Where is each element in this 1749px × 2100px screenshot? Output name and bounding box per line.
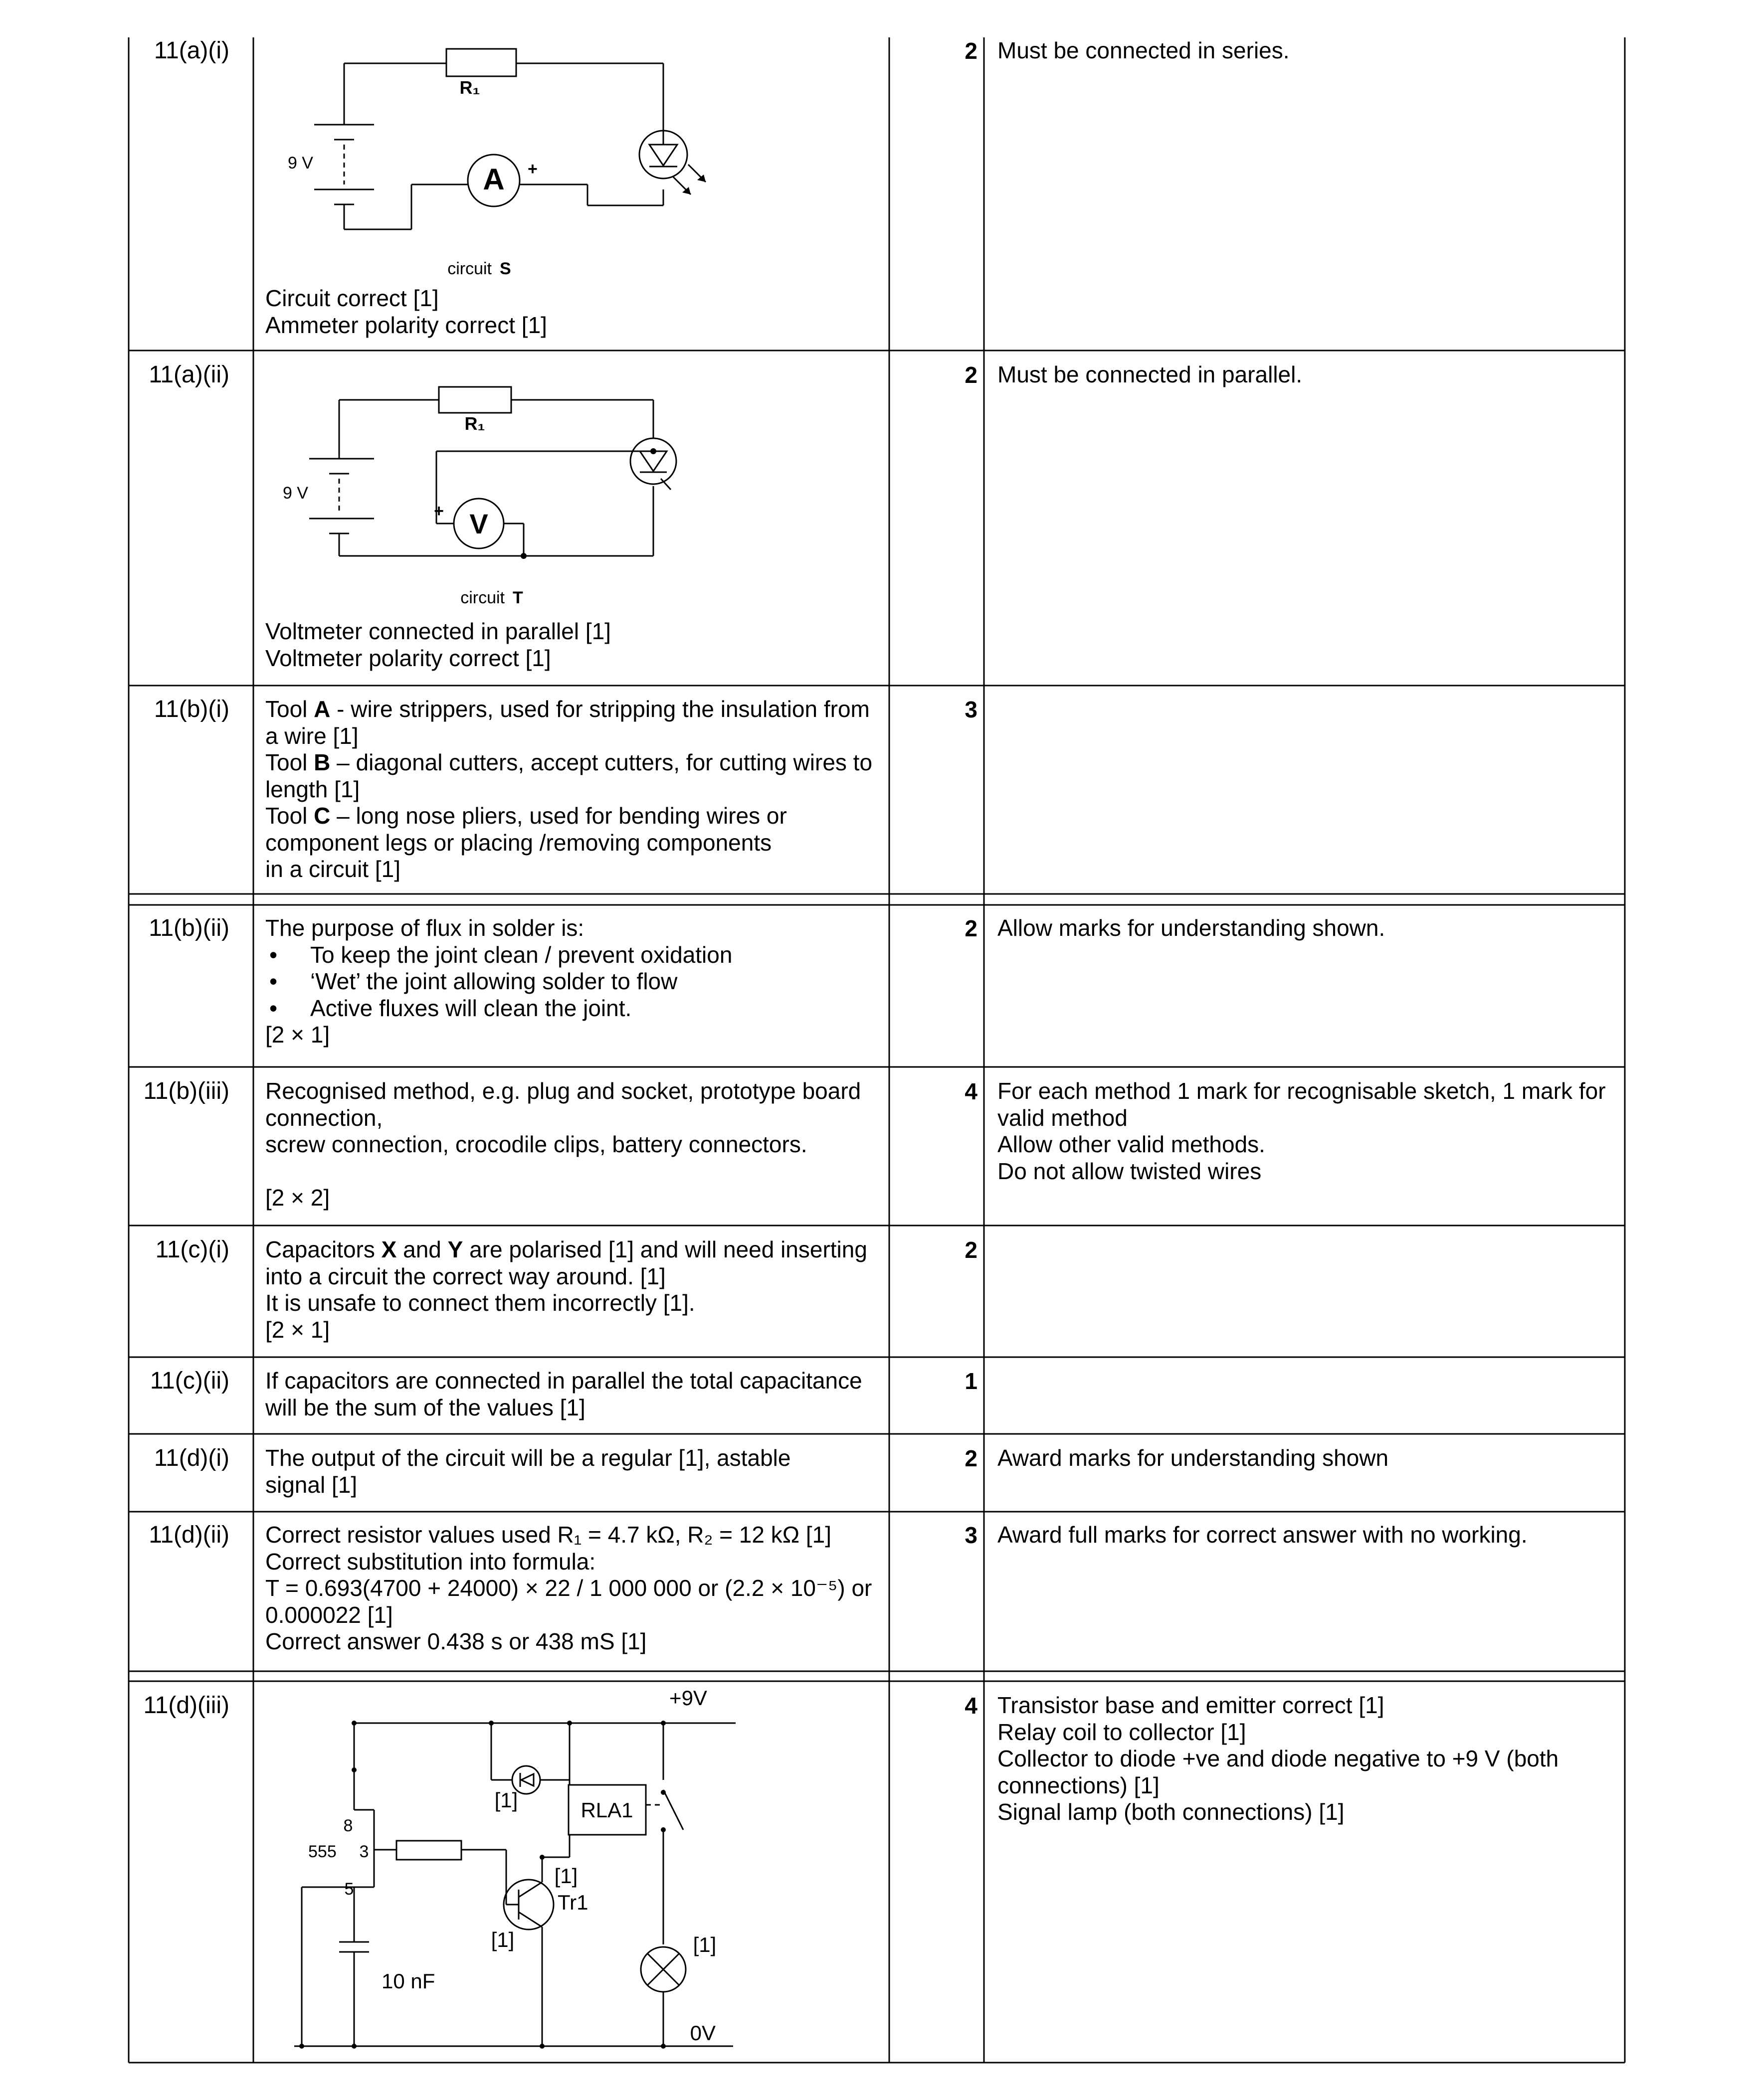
guidance-text: Award marks for understanding shown bbox=[997, 1445, 1389, 1471]
answer-text: Capacitors X and Y are polarised [1] and will need inserting into a circuit the correct way around. [1] It is unsafe to connect them incorrectly [1]. [2 × 1] bbox=[265, 1236, 867, 1343]
svg-text:RLA1: RLA1 bbox=[581, 1798, 633, 1822]
question-number: 11(c)(i) bbox=[155, 1236, 229, 1263]
question-number: 11(b)(i) bbox=[154, 696, 229, 722]
svg-text:5: 5 bbox=[344, 1880, 354, 1899]
mark-value: 3 bbox=[965, 1522, 977, 1548]
circuit-s-diagram bbox=[274, 40, 763, 289]
mark-value: 1 bbox=[965, 1368, 977, 1394]
circuit-t-diagram bbox=[274, 379, 763, 618]
question-number: 11(d)(ii) bbox=[149, 1522, 229, 1548]
relay-driver-circuit-diagram bbox=[269, 1685, 768, 2059]
svg-text:555: 555 bbox=[308, 1842, 337, 1861]
svg-text:3: 3 bbox=[359, 1842, 369, 1861]
svg-text:V: V bbox=[469, 508, 488, 539]
svg-text:R₁: R₁ bbox=[464, 413, 485, 434]
guidance-text: For each method 1 mark for recognisable sketch, 1 mark for valid method Allow other valid methods. Do not allow twisted wires bbox=[997, 1078, 1606, 1184]
svg-text:R₁: R₁ bbox=[459, 77, 480, 98]
mark-value: 3 bbox=[965, 697, 977, 722]
question-number: 11(c)(ii) bbox=[150, 1368, 229, 1394]
answer-text: If capacitors are connected in parallel the total capacitance will be the sum of the values [1] bbox=[265, 1368, 862, 1420]
answer-text: The purpose of flux in solder is: • To keep the joint clean / prevent oxidation • ‘Wet’ the joint allowing solder to flow • Active fluxes will clean the joint. [2 × 1] bbox=[265, 915, 889, 1049]
answer-text: Correct resistor values used R₁ = 4.7 kΩ, R₂ = 12 kΩ [1] Correct substitution into formula: T = 0.693(4700 + 24000) × 22 / 1 000 000 or (2.2 × 10⁻⁵) or 0.000022 [1] Correct answer 0.438 s or 438 mS [1] bbox=[265, 1522, 872, 1654]
svg-text:S: S bbox=[500, 259, 511, 278]
guidance-text: Award full marks for correct answer with no working. bbox=[997, 1522, 1528, 1548]
svg-text:[1]: [1] bbox=[494, 1788, 518, 1812]
guidance-text: Allow marks for understanding shown. bbox=[997, 915, 1385, 941]
svg-text:[1]: [1] bbox=[693, 1933, 717, 1956]
mark-value: 2 bbox=[965, 1237, 977, 1263]
answer-text: The output of the circuit will be a regular [1], astable signal [1] bbox=[265, 1445, 791, 1498]
mark-value: 2 bbox=[965, 915, 977, 941]
svg-text:T: T bbox=[513, 588, 523, 607]
question-number: 11(a)(i) bbox=[154, 37, 229, 64]
svg-text:0V: 0V bbox=[690, 2021, 716, 2045]
svg-text:[1]: [1] bbox=[554, 1864, 578, 1888]
svg-text:9 V: 9 V bbox=[282, 484, 308, 503]
mark-value: 2 bbox=[965, 362, 977, 388]
bullet-item: • To keep the joint clean / prevent oxidation bbox=[265, 942, 889, 969]
svg-text:10 nF: 10 nF bbox=[382, 1969, 435, 1993]
answer-text: Circuit correct [1] Ammeter polarity correct [1] bbox=[265, 285, 547, 338]
question-number: 11(b)(iii) bbox=[143, 1078, 229, 1104]
svg-text:circuit: circuit bbox=[460, 588, 505, 607]
svg-text:+: + bbox=[528, 160, 538, 178]
mark-value: 4 bbox=[965, 1693, 977, 1719]
question-number: 11(d)(iii) bbox=[143, 1692, 229, 1719]
guidance-text: Transistor base and emitter correct [1] Relay coil to collector [1] Collector to diode +ve and diode negative to +9 V (both connections) [1] Signal lamp (both connections) [1] bbox=[997, 1692, 1559, 1825]
mark-value: 2 bbox=[965, 38, 977, 64]
answer-text: Recognised method, e.g. plug and socket, prototype board connection, screw connection, crocodile clips, battery connectors. [2 × 2] bbox=[265, 1078, 861, 1211]
svg-text:+: + bbox=[434, 502, 444, 521]
answer-text: Voltmeter connected in parallel [1] Voltmeter polarity correct [1] bbox=[265, 618, 611, 671]
question-number: 11(a)(ii) bbox=[149, 361, 229, 388]
svg-text:circuit: circuit bbox=[447, 259, 492, 278]
guidance-text: Must be connected in series. bbox=[997, 37, 1290, 63]
mark-value: 2 bbox=[965, 1445, 977, 1471]
svg-text:[1]: [1] bbox=[491, 1928, 515, 1951]
svg-text:Tr1: Tr1 bbox=[558, 1891, 588, 1914]
bullet-item: • Active fluxes will clean the joint. bbox=[265, 995, 889, 1022]
question-number: 11(d)(i) bbox=[154, 1445, 229, 1471]
svg-text:8: 8 bbox=[343, 1816, 353, 1835]
svg-text:9 V: 9 V bbox=[287, 154, 313, 173]
svg-text:A: A bbox=[483, 163, 505, 196]
answer-text: Tool A - wire strippers, used for stripping the insulation from a wire [1] Tool B – diagonal cutters, accept cutters, for cutting wires to length [1] Tool C – long nose pliers, used for bending wires or component legs or placing /removing components in a circuit [1] bbox=[265, 696, 873, 882]
mark-value: 4 bbox=[965, 1078, 977, 1104]
guidance-text: Must be connected in parallel. bbox=[997, 361, 1303, 387]
bullet-item: • ‘Wet’ the joint allowing solder to flow bbox=[265, 968, 889, 995]
svg-text:+9V: +9V bbox=[669, 1686, 707, 1710]
question-number: 11(b)(ii) bbox=[149, 915, 229, 941]
